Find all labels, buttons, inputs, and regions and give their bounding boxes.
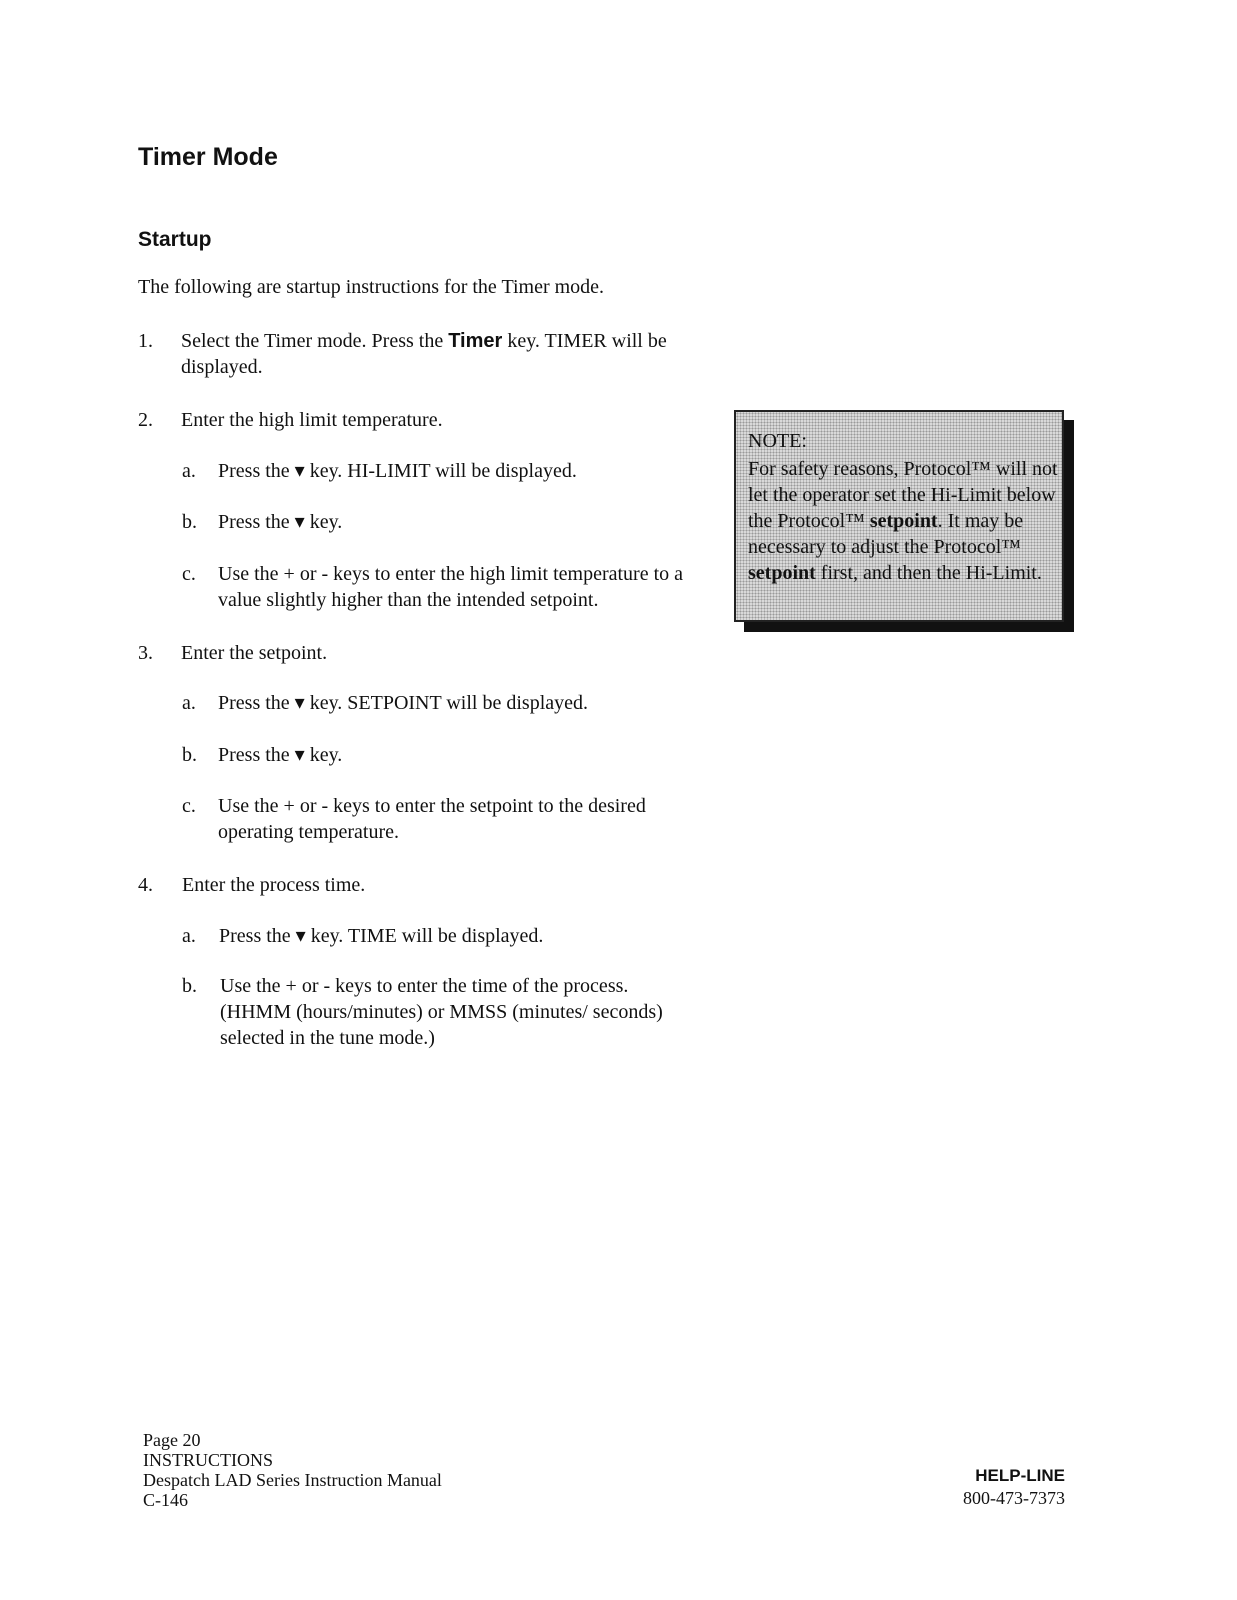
note-text-part: For safety reasons, Protocol™ will not let the operator set the Hi-Limit below the Protocol™ [748,458,1058,532]
substep-text: Use the + or - keys to enter the setpoint to the desired operating temperature. [218,795,646,843]
note-text-part: . It may be necessary to adjust the Protocol™ [748,510,1024,558]
step-text: Enter the process time. [182,874,366,896]
step-number: 1. [138,330,153,352]
footer-doc-code: C-146 [143,1490,188,1510]
step-number: 2. [138,409,153,431]
substep-letter: c. [182,563,196,585]
substep-text: Press the ▾ key. [218,511,343,533]
step-text-part: key. TIMER will be displayed. [181,330,667,378]
footer-page-number: Page 20 [143,1430,201,1450]
intro-text: The following are startup instructions for the Timer mode. [138,276,605,298]
substep-letter: c. [182,795,196,817]
substep-text: Press the ▾ key. [218,744,343,766]
substep-text: Use the + or - keys to enter the time of the process. (HHMM (hours/minutes) or MMSS (minutes/ seconds) selected in the tune mode.) [220,975,663,1049]
step-text: Enter the setpoint. [181,642,328,664]
section-heading: Startup [138,228,212,251]
substep-letter: a. [182,925,196,947]
footer-manual-title: Despatch LAD Series Instruction Manual [143,1470,442,1490]
note-heading: NOTE: [748,430,807,452]
substep-text: Press the ▾ key. TIME will be displayed. [219,925,544,947]
substep-text: Press the ▾ key. SETPOINT will be displayed. [218,692,588,714]
note-setpoint-bold: setpoint [748,562,816,584]
substep-letter: a. [182,692,196,714]
helpline-block [963,1465,1065,1509]
note-text-part: first, and then the Hi-Limit. [815,562,1042,584]
note-callout [734,410,1074,632]
step-number: 3. [138,642,153,664]
substep-text: Press the ▾ key. HI-LIMIT will be displayed. [218,460,577,482]
helpline-label: HELP-LINE [975,1466,1065,1485]
substep-text: Use the + or - keys to enter the high limit temperature to a value slightly higher than the intended setpoint. [218,563,684,611]
page-footer [143,1430,442,1510]
helpline-phone: 800-473-7373 [963,1488,1065,1508]
note-box [734,410,1064,622]
footer-section: INSTRUCTIONS [143,1450,274,1470]
note-body [748,456,1058,586]
substep-letter: b. [182,511,197,533]
note-setpoint-bold: setpoint [869,510,938,532]
page-title: Timer Mode [138,143,278,171]
substep-letter: b. [182,744,197,766]
step-text [181,328,701,380]
step-number: 4. [138,874,153,896]
step-text: Enter the high limit temperature. [181,409,443,431]
step-text-part: Select the Timer mode. Press the [181,330,449,352]
substep-letter: b. [182,975,197,997]
substep-letter: a. [182,460,196,482]
timer-key-label: Timer [448,330,503,352]
